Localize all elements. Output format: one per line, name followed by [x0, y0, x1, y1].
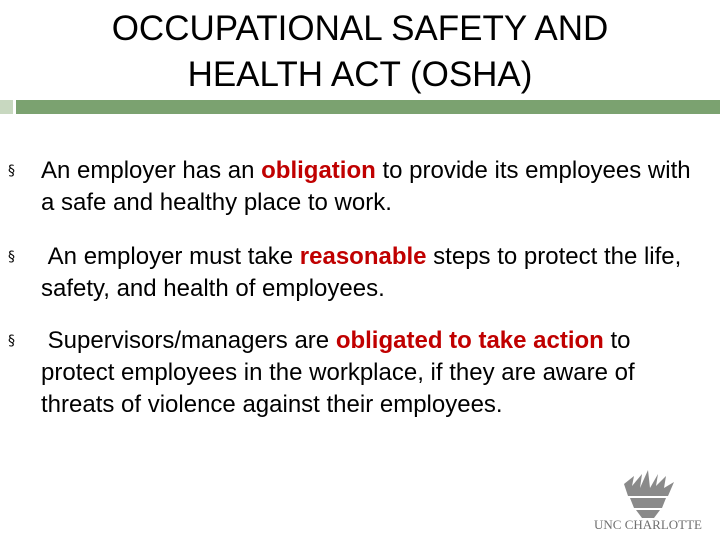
logo-text: UNC CHARLOTTE: [594, 517, 702, 532]
bullet-text: [41, 241, 706, 305]
bullet-text-before: Supervisors/managers are: [47, 327, 336, 354]
bullet-text-before: An employer has an: [41, 157, 262, 184]
bullet-emphasis: obligated to take action: [335, 327, 604, 354]
bullet-marker-icon: §: [8, 333, 15, 349]
bullet-text: [41, 155, 706, 219]
bullet-text: [41, 325, 706, 421]
bullet-marker-icon: §: [8, 249, 15, 265]
bullet-marker-icon: §: [8, 163, 15, 179]
unc-charlotte-crown-icon: [580, 466, 716, 532]
title-divider: [16, 100, 720, 114]
unc-charlotte-logo: [580, 466, 716, 532]
bullet-text-after: steps to protect the life, safety, and health of employees.: [41, 243, 682, 302]
bullet-text-after: to protect employees in the workplace, if they are aware of threats of violence against their employees.: [41, 327, 635, 418]
title-line-2: HEALTH ACT (OSHA): [187, 55, 533, 94]
bullet-text-before: An employer must take: [47, 243, 300, 270]
bullet-emphasis: obligation: [261, 157, 376, 184]
slide-title: [0, 6, 720, 98]
bullet-text-after: to provide its employees with a safe and healthy place to work.: [41, 157, 691, 216]
title-line-1: OCCUPATIONAL SAFETY AND: [111, 9, 609, 48]
title-divider-light: [0, 100, 13, 114]
bullet-emphasis: reasonable: [299, 243, 427, 270]
